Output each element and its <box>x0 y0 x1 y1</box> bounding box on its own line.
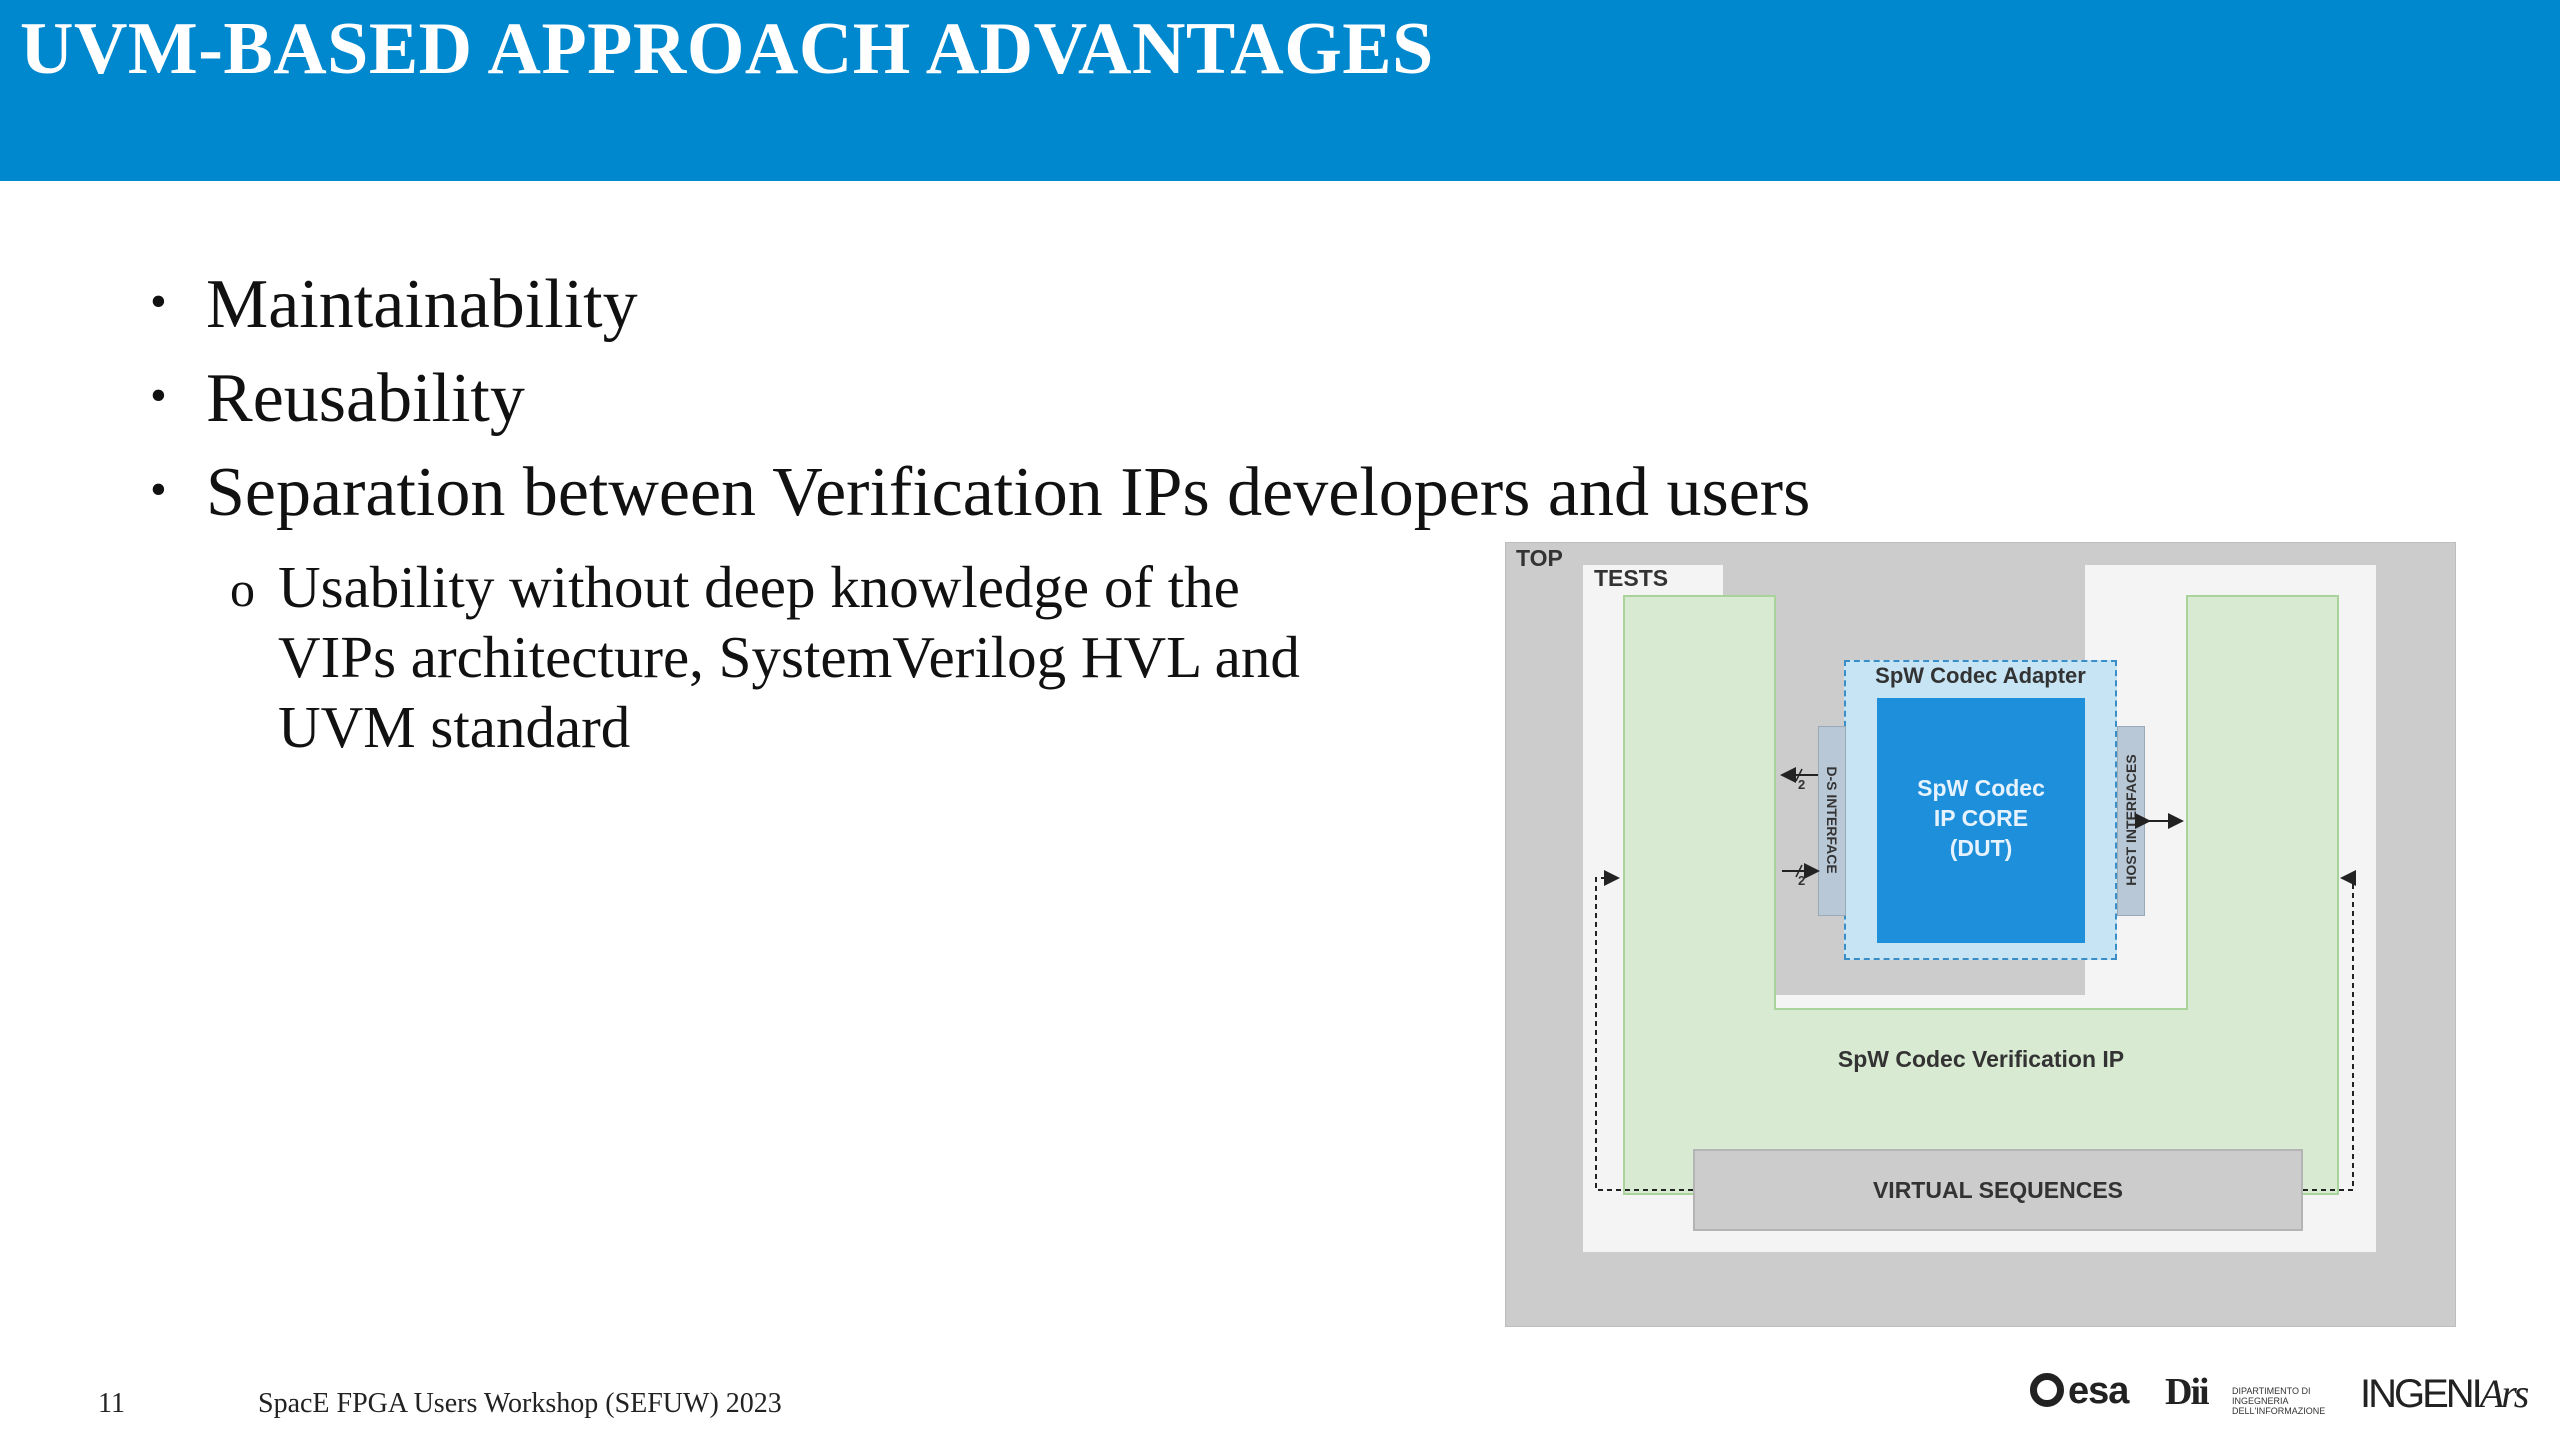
vip-label: SpW Codec Verification IP <box>1837 1046 2125 1072</box>
slide-title: UVM-BASED APPROACH ADVANTAGES <box>20 8 1434 90</box>
bullet-item <box>150 262 638 345</box>
esa-logo <box>2030 1370 2128 1413</box>
esa-ring-icon <box>2030 1373 2064 1407</box>
architecture-diagram <box>1505 542 2456 1327</box>
connector-lines <box>1506 543 2457 1328</box>
tests-label: TESTS <box>1594 565 1669 591</box>
bullet-text: Reusability <box>206 360 525 437</box>
host-interfaces-label: HOST INTERFACES <box>2123 754 2139 886</box>
sub-bullet-line: VIPs architecture, SystemVerilog HVL and <box>278 624 1300 690</box>
dii-logo-subtext: DIPARTIMENTO DI INGEGNERIA DELL'INFORMAZIONE <box>2232 1386 2326 1416</box>
ds-interface-label: D-S INTERFACE <box>1824 766 1840 874</box>
sub-bullet-line: Usability without deep knowledge of the <box>278 554 1240 620</box>
sub-bullet-marker: o <box>230 561 255 617</box>
bullet-item <box>150 450 1810 533</box>
virtual-sequences-label: VIRTUAL SEQUENCES <box>1872 1177 2124 1203</box>
core-line: SpW Codec <box>1917 775 2045 801</box>
bullet-text: Maintainability <box>206 266 638 343</box>
adapter-label: SpW Codec Adapter <box>1875 663 2086 688</box>
bus-width-label: 2 <box>1798 777 1806 792</box>
core-line: (DUT) <box>1949 835 2013 861</box>
sub-bullet-item <box>230 552 1430 762</box>
bullet-marker: • <box>150 369 167 422</box>
bullet-marker: • <box>150 463 167 516</box>
dii-logo: Dii <box>2165 1371 2208 1413</box>
ingeniars-logo <box>2360 1370 2526 1417</box>
footer-event: SpacE FPGA Users Workshop (SEFUW) 2023 <box>258 1388 782 1419</box>
bus-width-label: 2 <box>1798 873 1806 888</box>
bullet-text: Separation between Verification IPs developers and users <box>206 454 1811 531</box>
page-number: 11 <box>98 1388 125 1419</box>
core-line: IP CORE <box>1933 805 2029 831</box>
top-label: TOP <box>1516 545 1563 571</box>
bullet-item <box>150 356 525 439</box>
esa-logo-text: esa <box>2068 1370 2129 1412</box>
vseq-link-right <box>2303 878 2353 1190</box>
sub-bullet-line: UVM standard <box>278 694 631 760</box>
ingeniars-logo-b: Ars <box>2479 1371 2527 1416</box>
ingeniars-logo-a: INGENI <box>2360 1372 2480 1416</box>
header-band <box>0 0 2560 181</box>
bullet-marker: • <box>150 275 167 328</box>
vseq-link-left <box>1596 878 1693 1190</box>
